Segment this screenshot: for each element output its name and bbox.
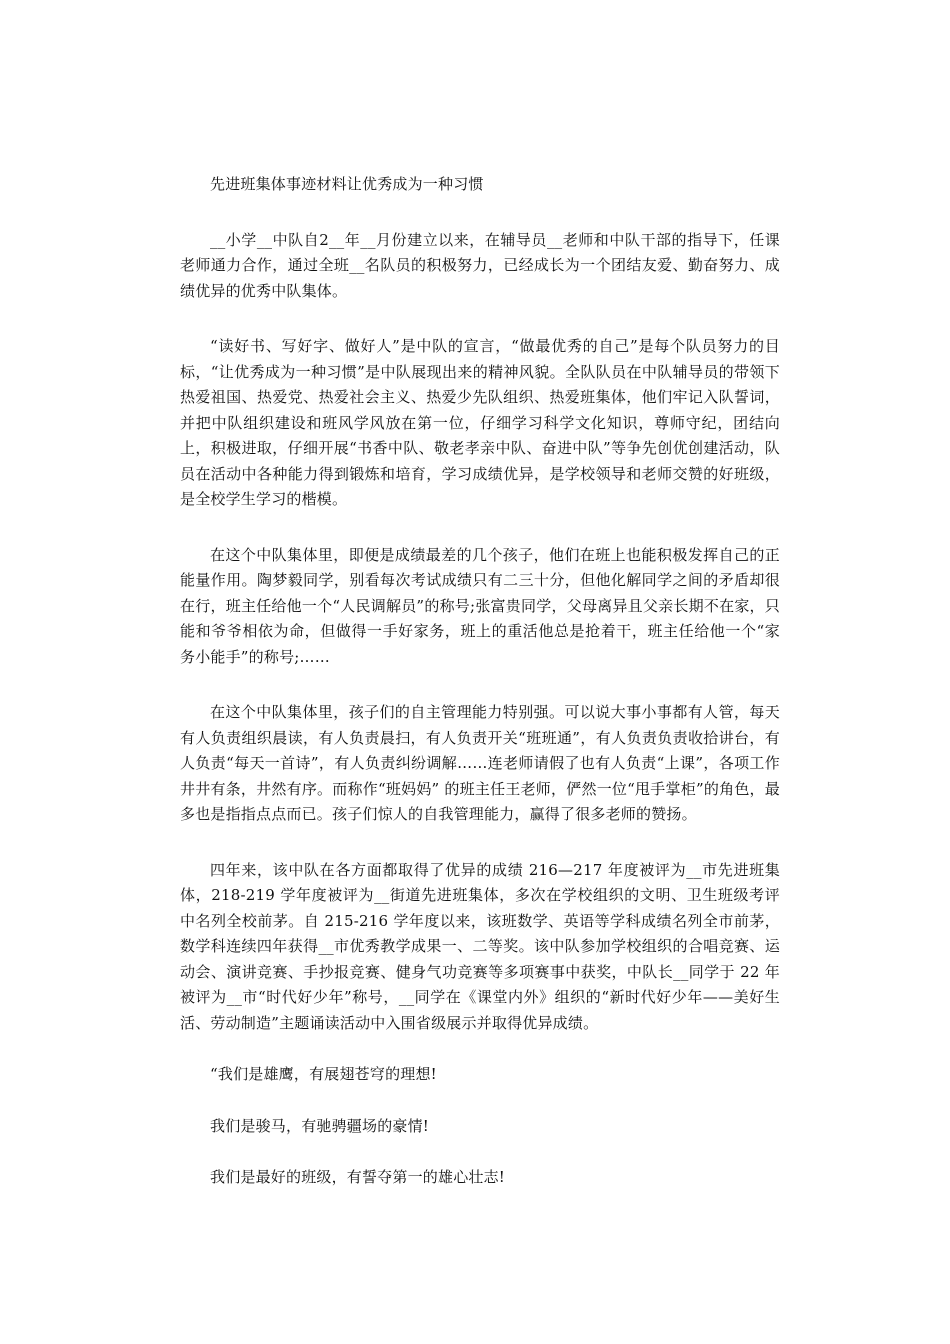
document-title: 先进班集体事迹材料让优秀成为一种习惯 — [210, 175, 484, 193]
document-body — [180, 172, 780, 1217]
verse-line: 我们是骏马，有驰骋疆场的豪情! — [210, 1116, 430, 1135]
verse-line: “我们是雄鹰，有展翅苍穹的理想! — [210, 1065, 437, 1083]
paragraph-self-management: 在这个中队集体里，孩子们的自主管理能力特别强。可以说大事小事都有人管，每天有人负责组织晨读，有人负责晨扫，有人负责开关“班班通”，有人负责负责收拾讲台，有人负责“每天一首诗”，有人负责纠纷调解……连老师请假了也有人负责“上课”，各项工作井井有条，井然有序。而称作“班妈妈” 的班主任王老师，俨然一位“甩手掌柜”的角色，最多也是指指点点而已。孩子们惊人的自我管理能力，赢得了很多老师的赞扬。 — [180, 703, 780, 823]
paragraph-students: 在这个中队集体里，即便是成绩最差的几个孩子，他们在班上也能积极发挥自己的正能量作用。陶梦毅同学，别看每次考试成绩只有二三十分，但他化解同学之间的矛盾却很在行，班主任给他一个“人民调解员”的称号;张富贵同学，父母离异且父亲长期不在家，只能和爷爷相依为命，但做得一手好家务，班上的重活他总是抢着干，班主任给他一个“家务小能手”的称号;…… — [180, 545, 780, 666]
paragraph-achievements: 四年来，该中队在各方面都取得了优异的成绩 216—217 年度被评为__市先进班集体，218-219 学年度被评为__街道先进班集体，多次在学校组织的文明、卫生班级考评中名列全校前茅。自 215-216 学年度以来，该班数学、英语等学科成绩名列全市前茅，数学科连续四年获得__市优秀教学成果一、二等奖。该中队参加学校组织的合唱竞赛、运动会、演讲竞赛、手抄报竞赛、健身气功竞赛等多项赛事中获奖，中队长__同学于 22 年被评为__市“时代好少年”称号，__同学在《课堂内外》组织的“新时代好少年——美好生活、劳动制造”主题诵读活动中入围省级展示并取得优异成绩。 — [180, 860, 780, 1032]
verse-line: 我们是最好的班级，有誓夺第一的雄心壮志! — [210, 1168, 506, 1186]
paragraph-intro: __小学__中队自2__年__月份建立以来，在辅导员__老师和中队干部的指导下，任课老师通力合作，通过全班__名队员的积极努力，已经成长为一个团结友爱、勤奋努力、成绩优异的优秀中队集体。 — [180, 230, 780, 300]
paragraph-motto: “读好书、写好字、做好人”是中队的宣言，“做最优秀的自己”是每个队员努力的目标，“让优秀成为一种习惯”是中队展现出来的精神风貌。全队队员在中队辅导员的带领下热爱祖国、热爱党、热爱社会主义、热爱少先队组织、热爱班集体，他们牢记入队誓词，并把中队组织建设和班风学风放在第一位，仔细学习科学文化知识，尊师守纪，团结向上，积极进取，仔细开展“书香中队、敬老孝亲中队、奋进中队”等争先创优创建活动，队员在活动中各种能力得到锻炼和培育，学习成绩优异，是学校领导和老师交赞的好班级，是全校学生学习的楷模。 — [180, 337, 780, 508]
